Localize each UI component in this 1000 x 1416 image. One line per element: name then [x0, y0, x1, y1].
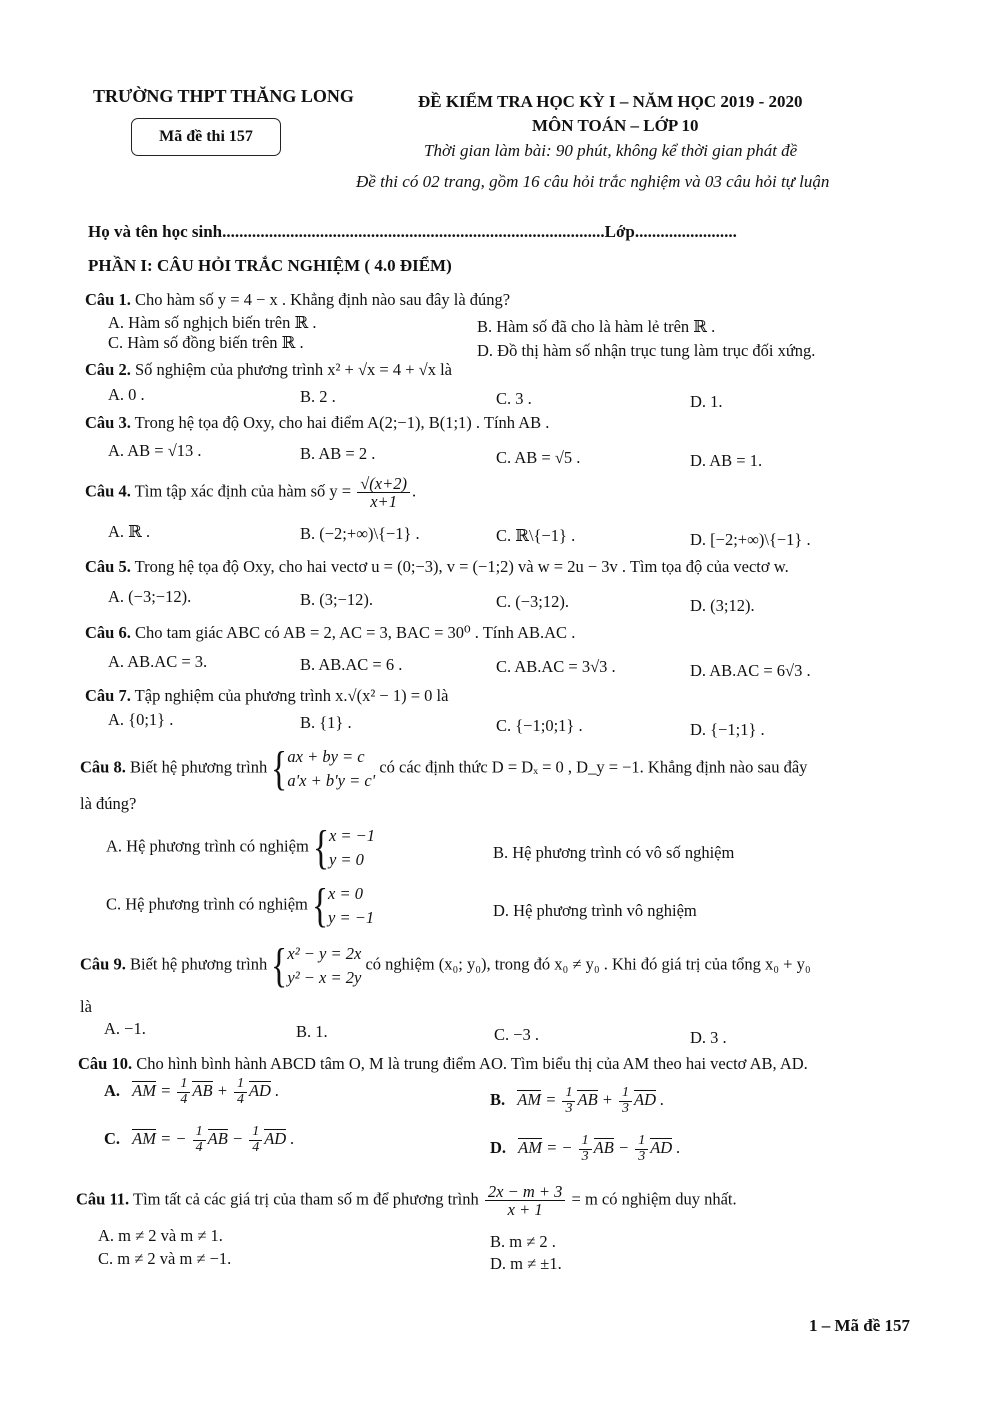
exam-subject: MÔN TOÁN – LỚP 10: [532, 116, 699, 135]
q9-option-a: A. −1.: [104, 1019, 146, 1038]
question-text-end: .: [411, 481, 417, 501]
q5-option-b: B. (3;−12).: [300, 590, 374, 609]
q11-option-d: D. m ≠ ±1.: [490, 1254, 562, 1273]
q11-option-b: B. m ≠ 2 .: [490, 1232, 556, 1251]
q8-option-c: [106, 879, 375, 932]
section-title: PHẦN I: CÂU HỎI TRẮC NGHIỆM ( 4.0 ĐIỂM): [88, 256, 452, 275]
question-text: Cho tam giác ABC có AB = 2, AC = 3, BAC = 30⁰ . Tính AB.AC .: [134, 623, 576, 642]
option-letter: A.: [104, 1080, 121, 1100]
left-brace-icon: {: [312, 879, 329, 932]
question-2: [85, 360, 452, 380]
system-row-1: x = 0: [328, 884, 363, 903]
fraction: [357, 475, 410, 511]
question-label: Câu 4.: [85, 481, 131, 501]
question-text: Cho hàm số y = 4 − x . Khẳng định nào sau đây là đúng?: [134, 290, 511, 309]
fraction-denominator: x + 1: [507, 1200, 543, 1220]
system-row-2: y = 0: [328, 849, 364, 869]
q8-option-a: [106, 821, 376, 874]
left-brace-icon: {: [271, 742, 288, 795]
question-8: [80, 742, 808, 795]
q3-option-a: A. AB = √13 .: [108, 441, 202, 460]
option-c-text: C. Hệ phương trình có nghiệm: [106, 894, 308, 914]
q3-option-d: D. AB = 1.: [690, 451, 763, 470]
q4-option-c: C. ℝ\{−1} .: [496, 526, 576, 545]
q10-option-d: D. AM = − $\frac{1}{3}$ AB − $\frac{1}{3}$ AD .: [490, 1133, 681, 1164]
exam-title: ĐỀ KIỂM TRA HỌC KỲ I – NĂM HỌC 2019 - 2020: [418, 92, 803, 111]
q9-text-line2: là: [80, 997, 92, 1016]
q1-option-d: D. Đồ thị hàm số nhận trục tung làm trục đối xứng.: [477, 341, 816, 360]
system-row-1: ax + by = c: [287, 747, 365, 766]
equation-system: [271, 939, 362, 992]
question-text: Tìm tất cả các giá trị của tham số m để phương trình: [133, 1189, 479, 1209]
question-3: [85, 413, 549, 433]
question-text: Trong hệ tọa độ Oxy, cho hai vectơ u = (0;−3), v = (−1;2) và w = 2u − 3v . Tìm tọa độ của vectơ w.: [134, 557, 789, 576]
q1-option-b: B. Hàm số đã cho là hàm lẻ trên ℝ .: [477, 317, 716, 336]
question-label: Câu 7.: [85, 686, 131, 705]
q9-option-b: B. 1.: [296, 1022, 328, 1041]
question-10: [78, 1054, 808, 1074]
question-text-cont: có các định thức D = Dₓ = 0 , D_y = −1. Khẳng định nào sau đây: [379, 757, 808, 777]
system-row-2: a'x + b'y = c': [287, 770, 376, 790]
q7-option-a: A. {0;1} .: [108, 710, 174, 729]
question-text: Biết hệ phương trình: [129, 757, 268, 777]
question-label: Câu 3.: [85, 413, 131, 432]
pages-info: Đề thi có 02 trang, gồm 16 câu hỏi trắc nghiệm và 03 câu hỏi tự luận: [356, 172, 830, 191]
question-11: [76, 1183, 737, 1219]
q2-option-b: B. 2 .: [300, 387, 336, 406]
q1-option-c: C. Hàm số đồng biến trên ℝ .: [108, 333, 304, 352]
option-letter: C.: [104, 1128, 121, 1148]
option-a-text: A. Hệ phương trình có nghiệm: [106, 836, 309, 856]
q6-option-b: B. AB.AC = 6 .: [300, 655, 403, 674]
question-label: Câu 8.: [80, 757, 126, 777]
question-9: [80, 939, 811, 992]
question-7: [85, 686, 448, 706]
question-1: [85, 290, 510, 310]
q8-option-d: D. Hệ phương trình vô nghiệm: [493, 901, 697, 920]
question-5: [85, 557, 789, 577]
question-text-cont: có nghiệm (x₀; y₀), trong đó x₀ ≠ y₀ . Khi đó giá trị của tổng x₀ + y₀: [365, 954, 811, 974]
system-row-2: y = −1: [328, 907, 375, 927]
option-letter: D.: [490, 1137, 507, 1157]
question-text: Trong hệ tọa độ Oxy, cho hai điểm A(2;−1), B(1;1) . Tính AB .: [134, 413, 550, 432]
q6-option-a: A. AB.AC = 3.: [108, 652, 208, 671]
q8-option-b: B. Hệ phương trình có vô số nghiệm: [493, 843, 735, 862]
fraction-denominator: x+1: [370, 492, 397, 512]
q2-option-c: C. 3 .: [496, 389, 532, 408]
equation-system: [312, 879, 375, 932]
system-row-2: y² − x = 2y: [287, 967, 362, 987]
question-text: Tìm tập xác định của hàm số y =: [134, 481, 352, 501]
q7-option-b: B. {1} .: [300, 713, 352, 732]
left-brace-icon: {: [271, 939, 288, 992]
q4-option-b: B. (−2;+∞)\{−1} .: [300, 524, 420, 543]
q9-option-d: D. 3 .: [690, 1028, 727, 1047]
q11-option-a: A. m ≠ 2 và m ≠ 1.: [98, 1226, 223, 1245]
question-label: Câu 6.: [85, 623, 131, 642]
q2-option-a: A. 0 .: [108, 385, 145, 404]
q1-option-a: A. Hàm số nghịch biến trên ℝ .: [108, 313, 317, 332]
option-letter: B.: [490, 1089, 506, 1109]
q10-option-b: B. AM = $\frac{1}{3}$ AB + $\frac{1}{3}$ AD .: [490, 1085, 665, 1116]
question-text: Biết hệ phương trình: [129, 954, 268, 974]
q3-option-c: C. AB = √5 .: [496, 448, 581, 467]
school-name: TRƯỜNG THPT THĂNG LONG: [93, 86, 354, 106]
class-label: Lớp........................: [604, 222, 737, 241]
q11-option-c: C. m ≠ 2 và m ≠ −1.: [98, 1249, 232, 1268]
question-label: Câu 10.: [78, 1054, 133, 1073]
q6-option-c: C. AB.AC = 3√3 .: [496, 657, 616, 676]
q8-text-line2: là đúng?: [80, 794, 137, 813]
question-4: [85, 475, 416, 511]
left-brace-icon: {: [312, 821, 330, 874]
fraction-numerator: √(x+2): [357, 475, 410, 493]
q10-option-a: A. AM = $\frac{1}{4}$ AB + $\frac{1}{4}$ AD .: [104, 1076, 280, 1107]
question-label: Câu 9.: [80, 954, 126, 974]
question-label: Câu 5.: [85, 557, 131, 576]
q9-option-c: C. −3 .: [494, 1025, 540, 1044]
q7-option-c: C. {−1;0;1} .: [496, 716, 583, 735]
q10-option-c: C. AM = − $\frac{1}{4}$ AB − $\frac{1}{4}$ AD .: [104, 1124, 295, 1155]
q5-option-a: A. (−3;−12).: [108, 587, 192, 606]
equation-system: [312, 821, 376, 874]
exam-code-box: Mã đề thi 157: [131, 118, 281, 156]
q2-option-d: D. 1.: [690, 392, 723, 411]
page-footer: 1 – Mã đề 157: [808, 1316, 910, 1335]
student-info-line: [88, 222, 737, 242]
question-label: Câu 2.: [85, 360, 131, 379]
question-label: Câu 1.: [85, 290, 131, 309]
fraction-numerator: 2x − m + 3: [485, 1183, 566, 1201]
time-info: Thời gian làm bài: 90 phút, không kể thời gian phát đề: [424, 141, 798, 160]
question-text: Số nghiệm của phương trình x² + √x = 4 + √x là: [134, 360, 452, 379]
q6-option-d: D. AB.AC = 6√3 .: [690, 661, 811, 680]
question-label: Câu 11.: [76, 1189, 130, 1209]
q5-option-c: C. (−3;12).: [496, 592, 570, 611]
q7-option-d: D. {−1;1} .: [690, 720, 765, 739]
fraction: [485, 1183, 566, 1219]
system-row-1: x² − y = 2x: [287, 944, 362, 963]
equation-system: [271, 742, 376, 795]
q4-option-a: A. ℝ .: [108, 522, 151, 541]
question-6: [85, 623, 575, 643]
question-text: Tập nghiệm của phương trình x.√(x² − 1) = 0 là: [134, 686, 449, 705]
q5-option-d: D. (3;12).: [690, 596, 755, 615]
question-text-end: = m có nghiệm duy nhất.: [571, 1189, 737, 1209]
question-text: Cho hình bình hành ABCD tâm O, M là trung điểm AO. Tìm biểu thị của AM theo hai vectơ AB, AD.: [136, 1054, 808, 1073]
q3-option-b: B. AB = 2 .: [300, 444, 376, 463]
student-name-label: Họ và tên học sinh..........................................................................................: [88, 222, 605, 241]
q4-option-d: D. [−2;+∞)\{−1} .: [690, 530, 811, 549]
system-row-1: x = −1: [328, 826, 376, 845]
